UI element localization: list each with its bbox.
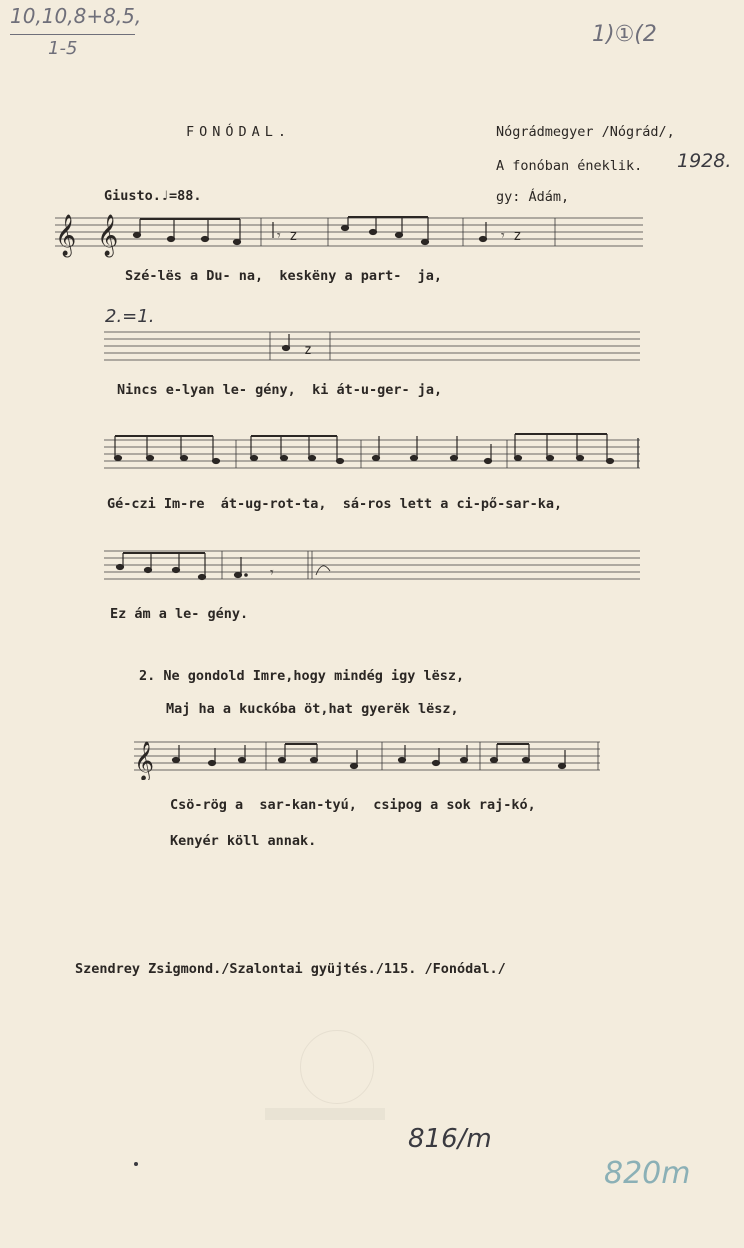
verse2-line-3: Csö-rög a sar-kan-tyú, csipog a sok raj-kó, — [170, 797, 536, 813]
music-staff-3 — [104, 428, 644, 474]
lyric-line-2: Nincs e-lyan le- gény, ki át-u-ger- ja, — [117, 382, 443, 398]
repeat-annotation: 2.=1. — [105, 306, 155, 327]
verse2-line-4: Kenyér köll annak. — [170, 833, 317, 849]
music-staff-5 — [134, 736, 604, 780]
svg-text:𝄞: 𝄞 — [97, 215, 119, 256]
music-staff-1 — [55, 210, 645, 260]
svg-text:𝄾 z: 𝄾 z — [277, 228, 298, 244]
faded-stamp-text — [265, 1108, 385, 1120]
ink-dot — [134, 1162, 138, 1166]
lyric-line-4: Ez ám a le- gény. — [110, 606, 249, 622]
handwritten-number: 816/m — [408, 1124, 492, 1154]
tempo-marking: Giusto.♩=88. — [104, 188, 202, 204]
archive-stamp-number: 820m — [604, 1156, 691, 1191]
svg-text:𝄾 z: 𝄾 z — [501, 228, 522, 244]
annotation-underline — [10, 34, 135, 35]
music-staff-2 — [104, 328, 642, 368]
faded-stamp — [300, 1030, 374, 1104]
year-annotation: 1928. — [677, 150, 732, 172]
collector-text: gy: Ádám, — [496, 189, 570, 205]
svg-text:𝄾: 𝄾 — [270, 565, 274, 581]
music-staff-4 — [104, 545, 642, 587]
svg-text:𝄞: 𝄞 — [134, 741, 155, 780]
context-text: A fonóban éneklik. — [496, 158, 643, 174]
verse2-line-1: 2. Ne gondold Imre,hogy mindég igy lësz, — [139, 668, 465, 684]
svg-text:z: z — [304, 343, 312, 358]
source-citation: Szendrey Zsigmond./Szalontai gyüjtés./115. /Fonódal./ — [75, 961, 506, 977]
svg-text:𝄞: 𝄞 — [55, 215, 77, 256]
verse2-line-2: Maj ha a kuckóba öt,hat gyerëk lësz, — [166, 701, 459, 717]
pencil-annotation-page: 1)①(2 — [592, 22, 657, 47]
location-text: Nógrádmegyer /Nógrád/, — [496, 124, 675, 140]
pencil-annotation-numbers: 10,10,8+8,5, — [10, 4, 142, 28]
lyric-line-3: Gé-czi Im-re át-ug-rot-ta, sá-ros lett a ci-pő-sar-ka, — [107, 496, 563, 512]
lyric-line-1: Szé-lës a Du- na, keskëny a part- ja, — [125, 268, 442, 284]
pencil-annotation-range: 1-5 — [48, 38, 78, 59]
song-title: FONÓDAL. — [186, 124, 292, 140]
